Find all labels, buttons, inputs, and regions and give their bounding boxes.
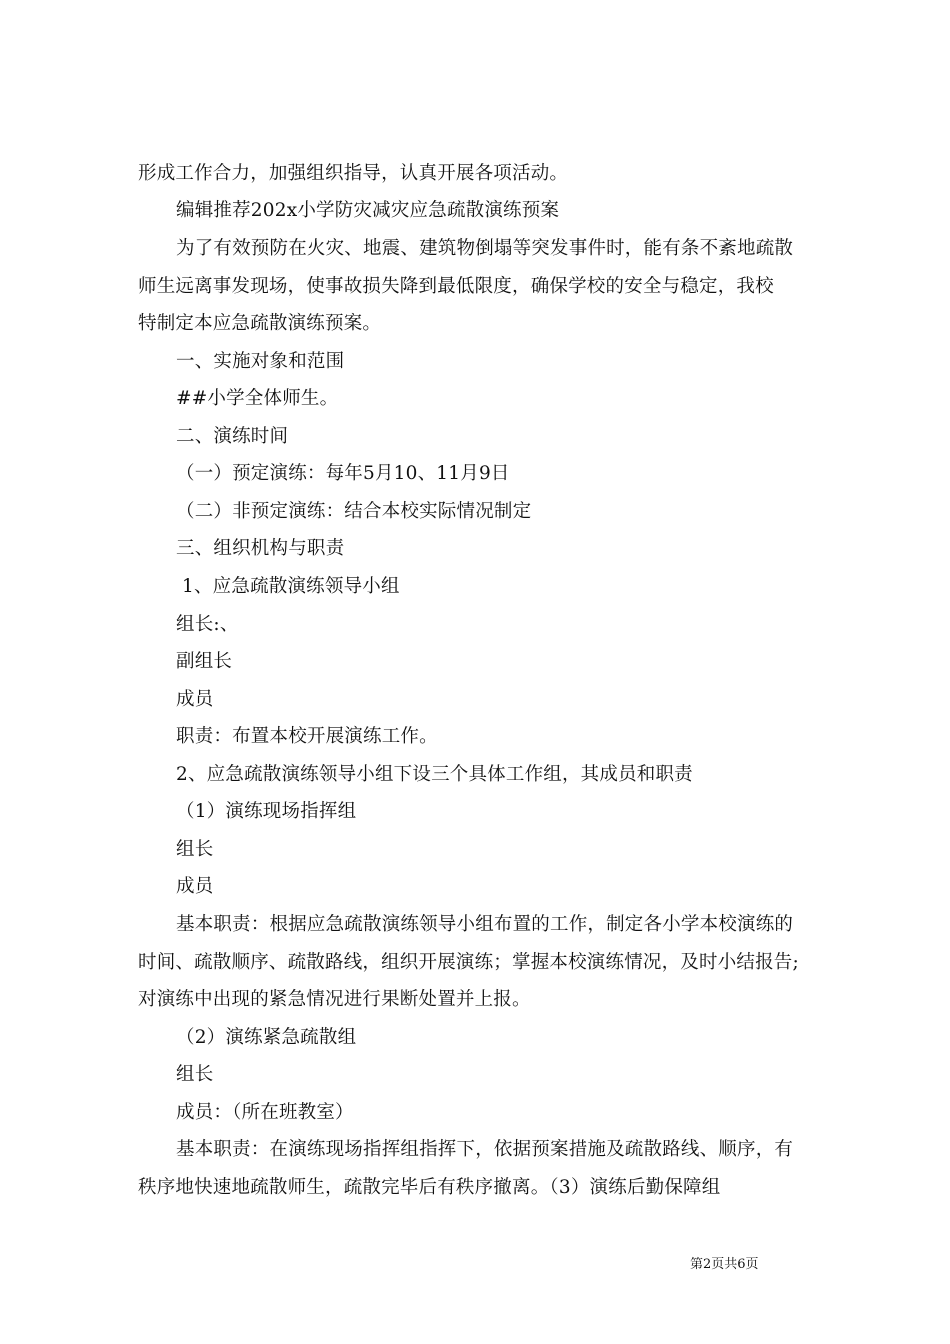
text-line: 组长 [176, 1064, 214, 1085]
text-line: 基本职责：在演练现场指挥组指挥下，依据预案措施及疏散路线、顺序，有 [176, 1139, 794, 1160]
text-line: 职责：布置本校开展演练工作。 [176, 726, 438, 747]
text-line: 成员：（所在班教室） [176, 1102, 354, 1123]
text-line: 特制定本应急疏散演练预案。 [138, 313, 382, 334]
text-line: （一）预定演练：每年5月10、11月9日 [176, 463, 510, 484]
text-line: （2）演练紧急疏散组 [176, 1027, 357, 1048]
section-heading: 三、组织机构与职责 [176, 538, 345, 559]
text-line: 编辑推荐202x小学防灾减灾应急疏散演练预案 [176, 200, 560, 221]
text-line: 成员 [176, 876, 214, 897]
text-line: 1、应急疏散演练领导小组 [182, 576, 400, 597]
text-line: 师生远离事发现场，使事故损失降到最低限度，确保学校的安全与稳定，我校 [138, 276, 774, 297]
text-line: （二）非预定演练：结合本校实际情况制定 [176, 501, 532, 522]
text-line: 为了有效预防在火灾、地震、建筑物倒塌等突发事件时，能有条不紊地疏散 [176, 238, 794, 259]
text-line: 基本职责：根据应急疏散演练领导小组布置的工作，制定各小学本校演练的 [176, 914, 794, 935]
section-heading: 一、实施对象和范围 [176, 351, 345, 372]
text-line: （1）演练现场指挥组 [176, 801, 357, 822]
text-line: ##小学全体师生。 [176, 388, 339, 409]
text-line: 成员 [176, 689, 214, 710]
text-line: 秩序地快速地疏散师生，疏散完毕后有秩序撤离。（3）演练后勤保障组 [138, 1177, 721, 1198]
text-line: 对演练中出现的紧急情况进行果断处置并上报。 [138, 989, 531, 1010]
text-line: 组长:、 [176, 614, 239, 635]
text-line: 组长 [176, 839, 214, 860]
text-line: 形成工作合力，加强组织指导，认真开展各项活动。 [138, 163, 569, 184]
text-line: 副组长 [176, 651, 233, 672]
page-number: 第2页共6页 [690, 1257, 759, 1272]
text-line: 时间、疏散顺序、疏散路线，组织开展演练；掌握本校演练情况，及时小结报告; [138, 952, 799, 973]
text-line: 2、应急疏散演练领导小组下设三个具体工作组，其成员和职责 [176, 764, 693, 785]
section-heading: 二、演练时间 [176, 426, 289, 447]
